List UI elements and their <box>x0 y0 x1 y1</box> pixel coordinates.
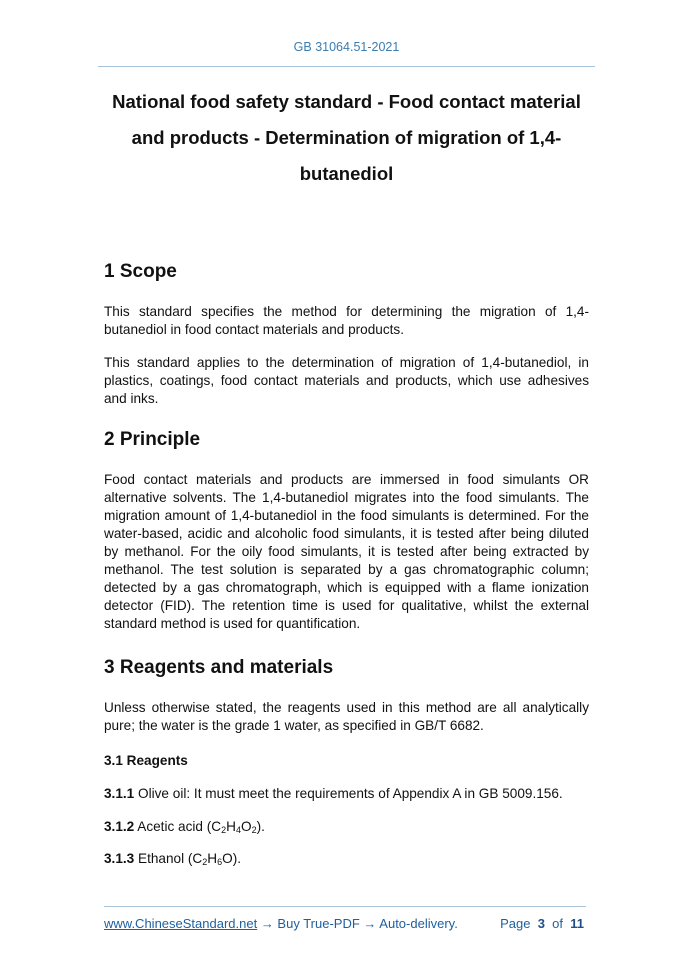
footer-divider <box>104 906 586 907</box>
section-principle <box>104 429 589 633</box>
subscript: 6 <box>217 857 223 867</box>
item-3-1-3 <box>104 850 589 871</box>
subscript: 4 <box>235 825 241 835</box>
paragraph: Food contact materials and products are immersed in food simulants OR alternative solvents. The 1,4-butanediol migrates into the food simulants. The migration amount of 1,4-butanediol in the food simulants is determined. For the water-based, acidic and alcoholic food simulants, it is tested after being diluted by methanol. For the oily food simulants, it is tested after being extracted by methanol. The test solution is separated by a gas chromatographic column; detected by a gas chromatograph, which is equipped with a flame ionization detector (FID). The retention time is used for qualitative, whilst the external standard method is used for quantification. <box>104 472 589 631</box>
item-number: 3.1.1 <box>104 786 135 801</box>
website-link[interactable]: www.ChineseStandard.net <box>104 916 258 931</box>
item-text: H <box>207 851 218 866</box>
item-text: Acetic acid (C <box>134 819 222 834</box>
document-title: National food safety standard - Food contact material and products - Determination of migration of 1,4-butanediol <box>112 91 581 184</box>
item-3-1-1 <box>104 785 589 803</box>
subscript: 2 <box>202 857 208 867</box>
subscript: 2 <box>221 825 227 835</box>
paragraph: Unless otherwise stated, the reagents used in this method are all analytically pure; the water is the grade 1 water, as specified in GB/T 6682. <box>104 700 589 733</box>
header-divider <box>98 66 595 67</box>
section-heading: 2 Principle <box>104 429 201 450</box>
item-3-1-2 <box>104 818 589 839</box>
item-text: O <box>240 819 252 834</box>
item-text: ). <box>232 851 241 866</box>
subsection-heading: 3.1 Reagents <box>104 753 188 768</box>
header-standard-code: GB 31064.51-2021 <box>293 40 400 54</box>
paragraph: This standard applies to the determination of migration of 1,4-butanediol, in plastics, coatings, food contact materials and products, which use adhesives and inks. <box>104 355 589 406</box>
item-text: H <box>226 819 236 834</box>
item-text: Ethanol (C <box>134 851 203 866</box>
item-text: ). <box>256 819 265 834</box>
item-text: Olive oil: It must meet the requirements of Appendix A in GB 5009.156. <box>134 786 563 801</box>
footer <box>104 916 584 931</box>
page-total: 11 <box>570 916 584 931</box>
footer-promo-text: → Buy True-PDF → Auto-delivery. <box>257 916 458 931</box>
subscript: 2 <box>251 825 257 835</box>
page-indicator <box>500 916 584 931</box>
page-label: Page <box>500 916 531 931</box>
paragraph: This standard specifies the method for determining the migration of 1,4-butanediol in food contact materials and products. <box>104 304 589 337</box>
item-number: 3.1.3 <box>104 851 135 866</box>
section-scope <box>104 261 589 408</box>
page-number: 3 <box>537 916 545 931</box>
item-text: O <box>222 851 233 866</box>
of-label: of <box>552 916 564 931</box>
section-heading: 3 Reagents and materials <box>104 657 334 678</box>
section-heading: 1 Scope <box>104 261 177 282</box>
section-reagents-materials <box>104 657 589 735</box>
item-number: 3.1.2 <box>104 819 135 834</box>
